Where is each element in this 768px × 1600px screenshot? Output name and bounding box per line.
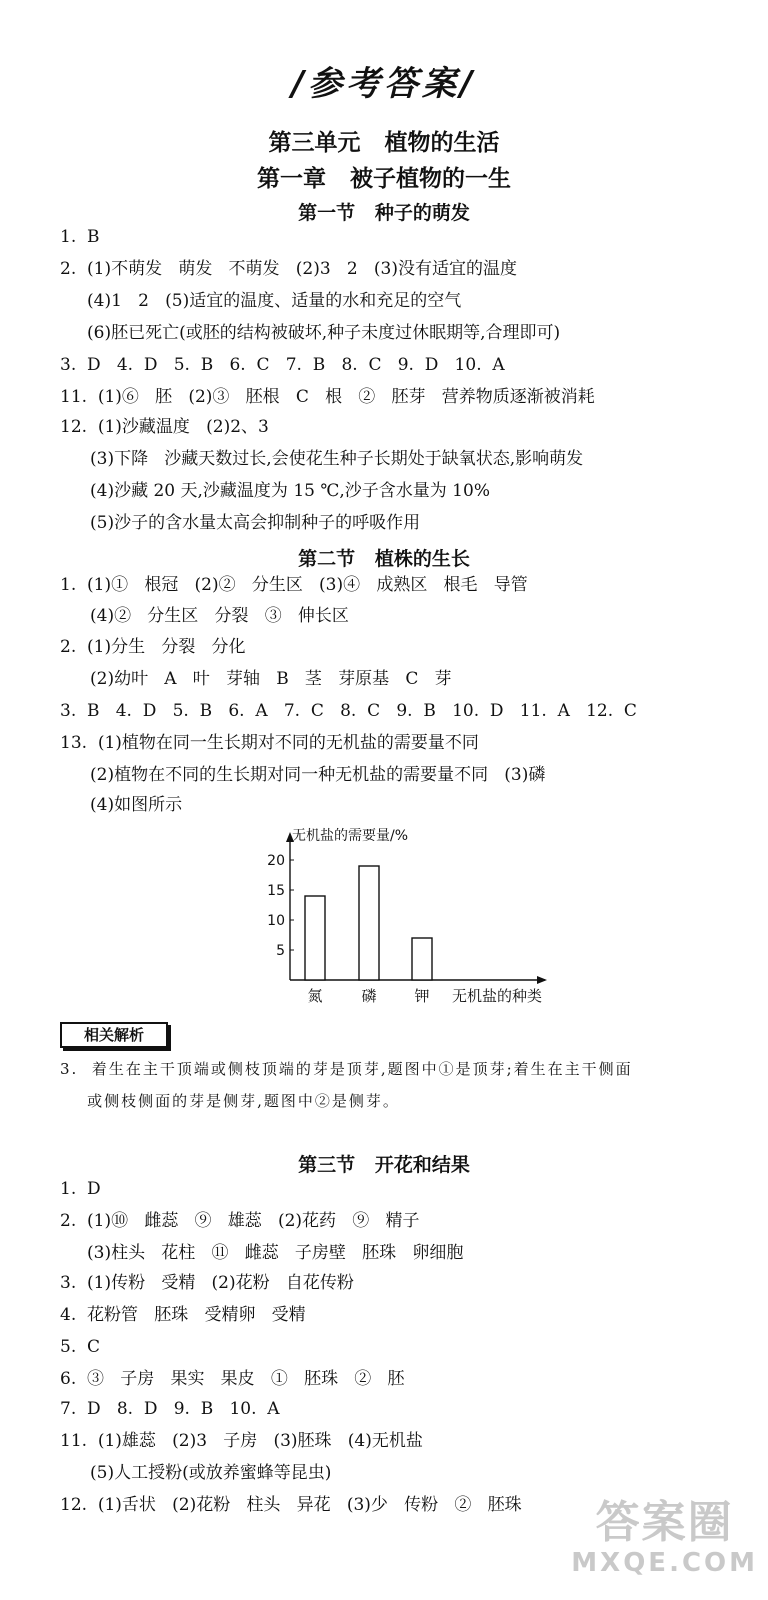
answer-line: (3)柱头 花柱 ⑪ 雌蕊 子房壁 胚珠 卵细胞 bbox=[87, 1243, 464, 1263]
answer-line: 11. (1)雄蕊 (2)3 子房 (3)胚珠 (4)无机盐 bbox=[60, 1431, 423, 1451]
y-axis-label: 无机盐的需要量/% bbox=[292, 828, 409, 844]
answer-line: (5)沙子的含水量太高会抑制种子的呼吸作用 bbox=[90, 513, 421, 533]
chapter-title: 第一章 被子植物的一生 bbox=[256, 166, 512, 192]
answer-line: (4)沙藏 20 天,沙藏温度为 15 ℃,沙子含水量为 10% bbox=[90, 481, 490, 501]
category-label: 氮 bbox=[307, 987, 323, 1005]
answer-line: (2)植物在不同的生长期对同一种无机盐的需要量不同 (3)磷 bbox=[90, 765, 546, 785]
analysis-tag: 相关解析 bbox=[60, 1022, 168, 1048]
answer-line: 2. (1)不萌发 萌发 不萌发 (2)3 2 (3)没有适宜的温度 bbox=[60, 259, 517, 279]
answer-line: 13. (1)植物在同一生长期对不同的无机盐的需要量不同 bbox=[60, 733, 479, 753]
answer-line: 1. B bbox=[60, 227, 100, 247]
answer-line: (5)人工授粉(或放养蜜蜂等昆虫) bbox=[90, 1463, 332, 1483]
answer-line: 5. C bbox=[60, 1337, 101, 1357]
bar-3 bbox=[412, 938, 432, 980]
answer-line: 3. D 4. D 5. B 6. C 7. B 8. C 9. D 10. A bbox=[60, 355, 505, 375]
x-axis-label: 无机盐的种类 bbox=[452, 987, 543, 1005]
answer-line: 12. (1)舌状 (2)花粉 柱头 异花 (3)少 传粉 ② 胚珠 bbox=[60, 1495, 522, 1515]
section-title-1: 第一节 种子的萌发 bbox=[298, 202, 470, 224]
answer-line: (2)幼叶 A 叶 芽轴 B 茎 芽原基 C 芽 bbox=[90, 669, 452, 689]
answer-line: (4)如图所示 bbox=[90, 795, 183, 815]
answer-line: 3. B 4. D 5. B 6. A 7. C 8. C 9. B 10. D 11. A 12. C bbox=[60, 701, 637, 721]
y-tick-label: 20 bbox=[267, 853, 285, 869]
answer-line: 6. ③ 子房 果实 果皮 ① 胚珠 ② 胚 bbox=[60, 1369, 405, 1389]
y-tick-label: 10 bbox=[267, 913, 285, 929]
answer-line: 3. (1)传粉 受精 (2)花粉 自花传粉 bbox=[60, 1273, 354, 1293]
watermark-logo bbox=[571, 1498, 758, 1578]
section-title-2: 第二节 植株的生长 bbox=[298, 548, 470, 570]
watermark-top: 答案圈 bbox=[595, 1497, 734, 1548]
answer-line: 12. (1)沙藏温度 (2)2、3 bbox=[60, 417, 269, 437]
answer-line: 7. D 8. D 9. B 10. A bbox=[60, 1399, 280, 1419]
x-axis-arrow bbox=[537, 976, 547, 984]
answer-key-banner: /参考答案/ bbox=[291, 64, 477, 104]
bar-1 bbox=[305, 896, 325, 980]
answer-line: (6)胚已死亡(或胚的结构被破坏,种子未度过休眠期等,合理即可) bbox=[87, 323, 561, 343]
answer-line: 1. (1)① 根冠 (2)② 分生区 (3)④ 成熟区 根毛 导管 bbox=[60, 575, 528, 595]
category-label: 钾 bbox=[414, 987, 430, 1005]
bar-2 bbox=[359, 866, 379, 980]
y-tick-label: 15 bbox=[267, 883, 285, 899]
answer-line: 2. (1)分生 分裂 分化 bbox=[60, 637, 246, 657]
unit-title: 第三单元 植物的生活 bbox=[268, 130, 500, 156]
analysis-line: 或侧枝侧面的芽是侧芽,题图中②是侧芽。 bbox=[60, 1092, 400, 1110]
answer-line: 4. 花粉管 胚珠 受精卵 受精 bbox=[60, 1305, 306, 1325]
category-label: 磷 bbox=[361, 987, 377, 1005]
section-title-3: 第三节 开花和结果 bbox=[298, 1154, 470, 1176]
analysis-line: 3. 着生在主干顶端或侧枝顶端的芽是顶芽,题图中①是顶芽;着生在主干侧面 bbox=[60, 1060, 633, 1078]
answer-line: (3)下降 沙藏天数过长,会使花生种子长期处于缺氧状态,影响萌发 bbox=[90, 449, 584, 469]
answer-line: (4)② 分生区 分裂 ③ 伸长区 bbox=[90, 606, 349, 626]
answer-line: 2. (1)⑩ 雌蕊 ⑨ 雄蕊 (2)花药 ⑨ 精子 bbox=[60, 1211, 420, 1231]
answer-line: 1. D bbox=[60, 1179, 101, 1199]
answer-line: (4)1 2 (5)适宜的温度、适量的水和充足的空气 bbox=[87, 291, 462, 311]
watermark-bottom: MXQE.COM bbox=[571, 1548, 758, 1578]
answer-line: 11. (1)⑥ 胚 (2)③ 胚根 C 根 ② 胚芽 营养物质逐渐被消耗 bbox=[60, 387, 595, 407]
mineral-salt-bar-chart bbox=[260, 820, 560, 1020]
y-tick-label: 5 bbox=[276, 943, 285, 959]
